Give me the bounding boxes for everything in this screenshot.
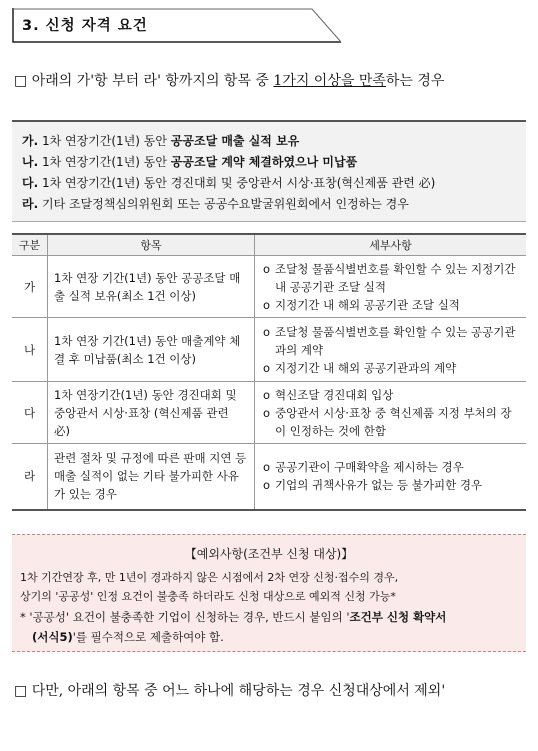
exception-note-cont: (서식5)'를 필수적으로 제출하여야 함.	[32, 630, 224, 644]
table-row	[12, 318, 526, 382]
checkbox-bullet: □	[14, 73, 28, 89]
row-details: o 조달청 물품식별번호를 확인할 수 있는 공공기관과의 계약 o 지정기간 내 해외 공공기관과의 계약	[255, 318, 527, 382]
footer-text: 다만, 아래의 항목 중 어느 하나에 해당하는 경우 신청대상에서 제외'	[31, 683, 446, 699]
exception-line: 상기의 '공공성' 인정 요건이 불충족 하더라도 신청 대상으로 예외적 신청 가능*	[20, 590, 396, 603]
criteria-table	[12, 233, 526, 511]
intro-text-pre: 아래의 가'항 부터 라' 항까지의 항목 중	[31, 73, 274, 89]
row-item: 1차 연장기간(1년) 동안 경진대회 및 중앙관서 시상·표창 (혁신제품 관련 必)	[48, 382, 255, 444]
checkbox-bullet: □	[14, 683, 28, 699]
intro-line	[14, 70, 444, 90]
header-item: 항목	[48, 234, 255, 256]
header-code: 구분	[12, 234, 48, 256]
header-detail: 세부사항	[255, 234, 527, 256]
row-item: 1차 연장 기간(1년) 동안 매출계약 체결 후 미납품(최소 1건 이상)	[48, 318, 255, 382]
row-code: 가	[12, 256, 48, 318]
row-details: o 혁신조달 경진대회 입상 o 중앙관서 시상·표창 중 혁신제품 지정 부처의 장이 인정하는 것에 한함	[255, 382, 527, 444]
table-header-row	[12, 234, 526, 256]
row-code: 나	[12, 318, 48, 382]
criteria-line: 라. 기타 조달정책심의위원회 또는 공공수요발굴위원회에서 인정하는 경우	[22, 197, 409, 211]
exception-box	[12, 534, 526, 652]
table-row	[12, 382, 526, 444]
intro-text-post: 하는 경우	[385, 73, 445, 89]
exception-line: 1차 기간연장 후, 만 1년이 경과하지 않은 시점에서 2차 연장 신청·접수의 경우,	[20, 571, 399, 584]
criteria-line: 가. 1차 연장기간(1년) 동안 공공조달 매출 실적 보유	[22, 134, 300, 148]
criteria-line: 다. 1차 연장기간(1년) 동안 경진대회 및 중앙관서 시상·표창(혁신제품 관련 必)	[22, 176, 436, 190]
table-row	[12, 444, 526, 510]
row-details: o 조달청 물품식별번호를 확인할 수 있는 지정기간 내 공공기관 조달 실적 o 지정기간 내 해외 공공기관 조달 실적	[255, 256, 527, 318]
row-code: 라	[12, 444, 48, 510]
table-row	[12, 256, 526, 318]
intro-text-underlined: 1가지 이상을 만족	[273, 73, 386, 89]
row-item: 관련 절차 및 규정에 따른 판매 지연 등 매출 실적이 없는 기타 불가피한 사유가 있는 경우	[48, 444, 255, 510]
exception-title: 【예외사항(조건부 신청 대상)】	[184, 547, 354, 561]
criteria-box	[12, 120, 526, 222]
row-details: o 공공기관이 구매확약을 제시하는 경우 o 기업의 귀책사유가 없는 등 불가피한 경우	[255, 444, 527, 510]
footer-line	[14, 680, 445, 700]
row-code: 다	[12, 382, 48, 444]
criteria-line: 나. 1차 연장기간(1년) 동안 공공조달 계약 체결하였으나 미납품	[22, 155, 358, 169]
row-item: 1차 연장 기간(1년) 동안 공공조달 매출 실적 보유(최소 1건 이상)	[48, 256, 255, 318]
section-title: 3. 신청 자격 요건	[22, 18, 148, 34]
exception-note: * '공공성' 요건이 불충족한 기업이 신청하는 경우, 반드시 붙임의 '조건부 신청 확약서	[20, 610, 447, 624]
